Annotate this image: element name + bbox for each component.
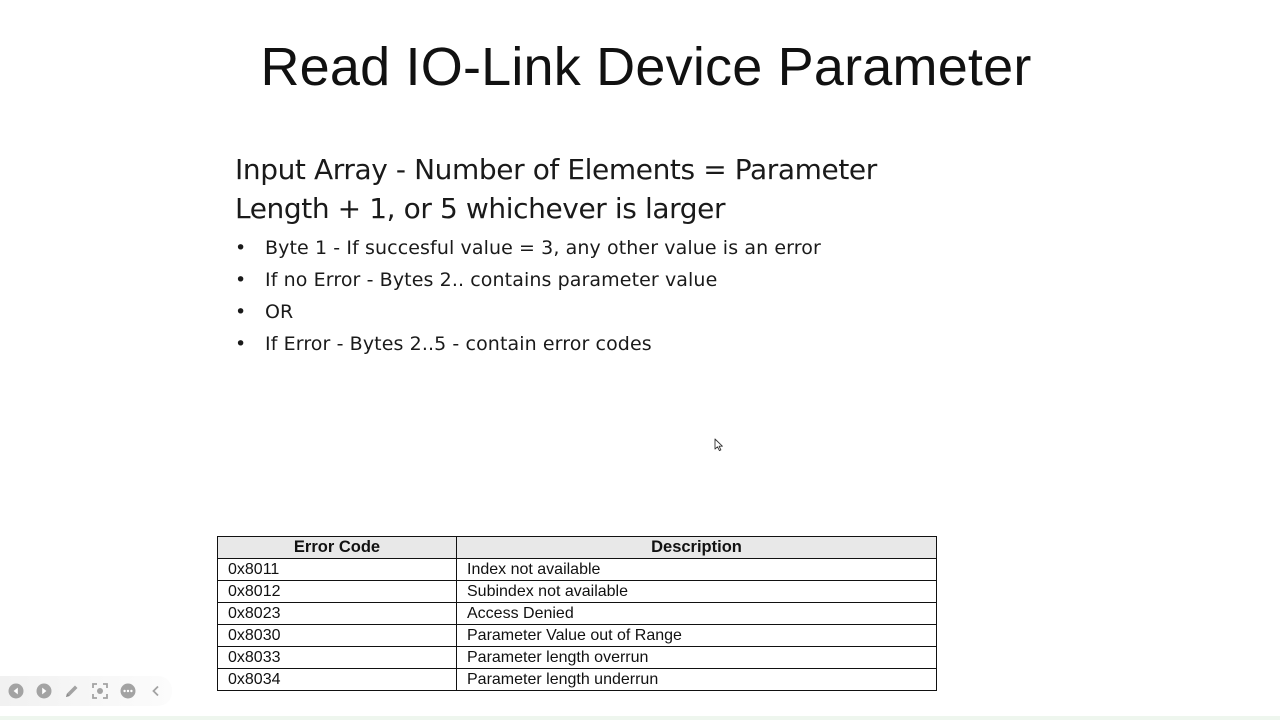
error-code-cell: 0x8034 — [218, 669, 457, 691]
slideshow-toolbar — [0, 676, 172, 706]
bullet-marker: • — [235, 333, 247, 355]
error-code-cell: 0x8030 — [218, 625, 457, 647]
table-row — [218, 559, 937, 581]
intro-line-2: Length + 1, or 5 whichever is larger — [235, 192, 726, 225]
more-options-button[interactable] — [118, 681, 138, 701]
error-code-cell: 0x8033 — [218, 647, 457, 669]
description-cell: Parameter length overrun — [457, 647, 937, 669]
mouse-cursor-icon — [714, 438, 724, 452]
bullet-text: Byte 1 - If succesful value = 3, any other value is an error — [265, 237, 821, 259]
next-slide-icon — [35, 682, 53, 700]
pen-tool-button[interactable] — [62, 681, 82, 701]
pen-icon — [63, 682, 81, 700]
error-code-cell: 0x8011 — [218, 559, 457, 581]
table-row — [218, 581, 937, 603]
description-cell: Parameter length underrun — [457, 669, 937, 691]
table-row — [218, 603, 937, 625]
next-slide-button[interactable] — [34, 681, 54, 701]
collapse-icon — [149, 684, 163, 698]
bullet-item — [235, 328, 955, 360]
zoom-icon — [91, 682, 109, 700]
error-code-cell: 0x8023 — [218, 603, 457, 625]
previous-slide-button[interactable] — [6, 681, 26, 701]
bullet-marker: • — [235, 301, 247, 323]
previous-slide-icon — [7, 682, 25, 700]
bullet-text: If no Error - Bytes 2.. contains parameter value — [265, 269, 718, 291]
column-header-error-code: Error Code — [218, 537, 457, 559]
more-options-icon — [119, 682, 137, 700]
bullet-item — [235, 232, 955, 264]
error-code-table — [217, 536, 937, 691]
bullet-list — [235, 232, 955, 360]
table-header-row — [218, 537, 937, 559]
zoom-button[interactable] — [90, 681, 110, 701]
bullet-marker: • — [235, 237, 247, 259]
collapse-toolbar-button[interactable] — [146, 681, 166, 701]
error-code-cell: 0x8012 — [218, 581, 457, 603]
slide-title: Read IO-Link Device Parameter — [260, 37, 1032, 97]
bottom-edge-strip — [0, 716, 1280, 720]
bullet-text: OR — [265, 301, 294, 323]
bullet-text: If Error - Bytes 2..5 - contain error codes — [265, 333, 652, 355]
table-row — [218, 647, 937, 669]
bullet-item — [235, 296, 955, 328]
bullet-item — [235, 264, 955, 296]
description-cell: Index not available — [457, 559, 937, 581]
description-cell: Access Denied — [457, 603, 937, 625]
slide-body — [235, 150, 955, 360]
column-header-description: Description — [457, 537, 937, 559]
bullet-marker: • — [235, 269, 247, 291]
table-row — [218, 625, 937, 647]
intro-text — [235, 150, 955, 228]
intro-line-1: Input Array - Number of Elements = Parameter — [235, 153, 877, 186]
description-cell: Subindex not available — [457, 581, 937, 603]
description-cell: Parameter Value out of Range — [457, 625, 937, 647]
table-row — [218, 669, 937, 691]
